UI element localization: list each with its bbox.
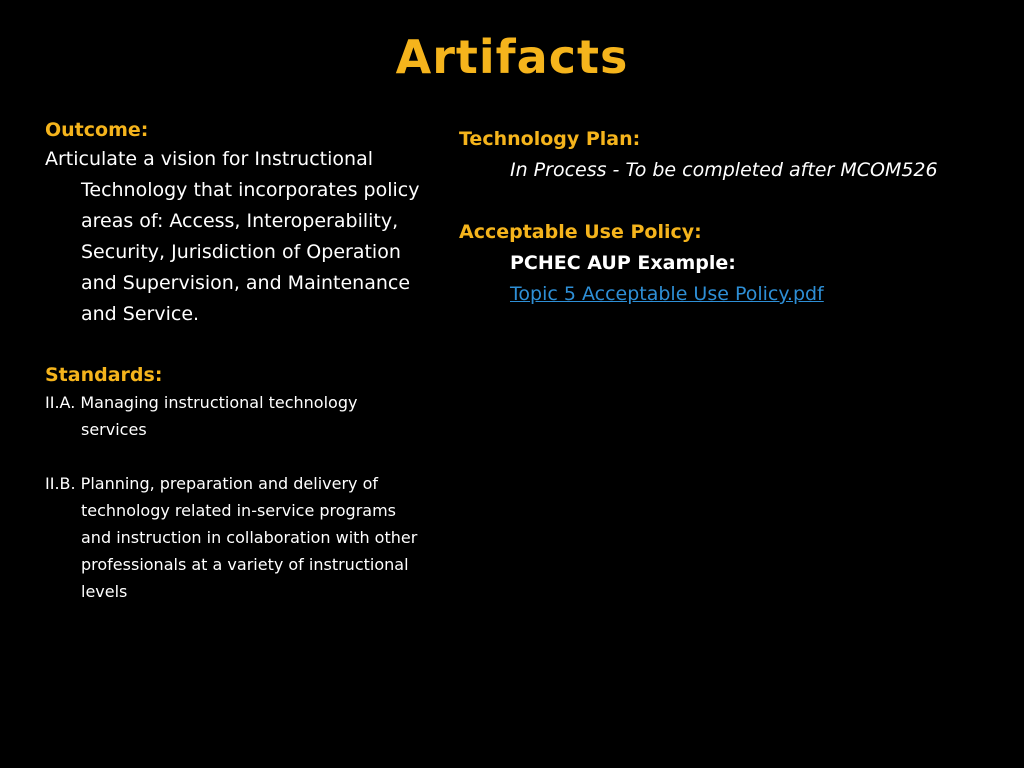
- technology-plan-heading: Technology Plan:: [459, 128, 641, 150]
- technology-plan-status: In Process - To be completed after MCOM526: [510, 159, 938, 181]
- outcome-text: Articulate a vision for Instructional Technology that incorporates policy areas of: Access, Interoperability, Security, Jurisdiction of Operation and Supervision, and Maintenance and Service.: [45, 148, 420, 325]
- aup-pdf-link[interactable]: Topic 5 Acceptable Use Policy.pdf: [510, 283, 824, 305]
- left-column: [45, 116, 420, 605]
- right-column: [459, 124, 999, 310]
- aup-link-row: [459, 279, 999, 310]
- aup-heading: Acceptable Use Policy:: [459, 221, 702, 243]
- standard-item-2a: II.A. Managing instructional technology services: [45, 393, 358, 439]
- spacer: [45, 443, 420, 470]
- slide-title: Artifacts: [395, 30, 629, 84]
- outcome-heading: Outcome:: [45, 119, 149, 141]
- spacer: [459, 186, 999, 217]
- aup-example-label: PCHEC AUP Example:: [510, 252, 736, 274]
- spacer: [45, 330, 420, 361]
- standard-item-2b: II.B. Planning, preparation and delivery of technology related in-service programs and instruction in collaboration with other professionals at a variety of instructional levels: [45, 474, 418, 601]
- standards-heading: Standards:: [45, 364, 163, 386]
